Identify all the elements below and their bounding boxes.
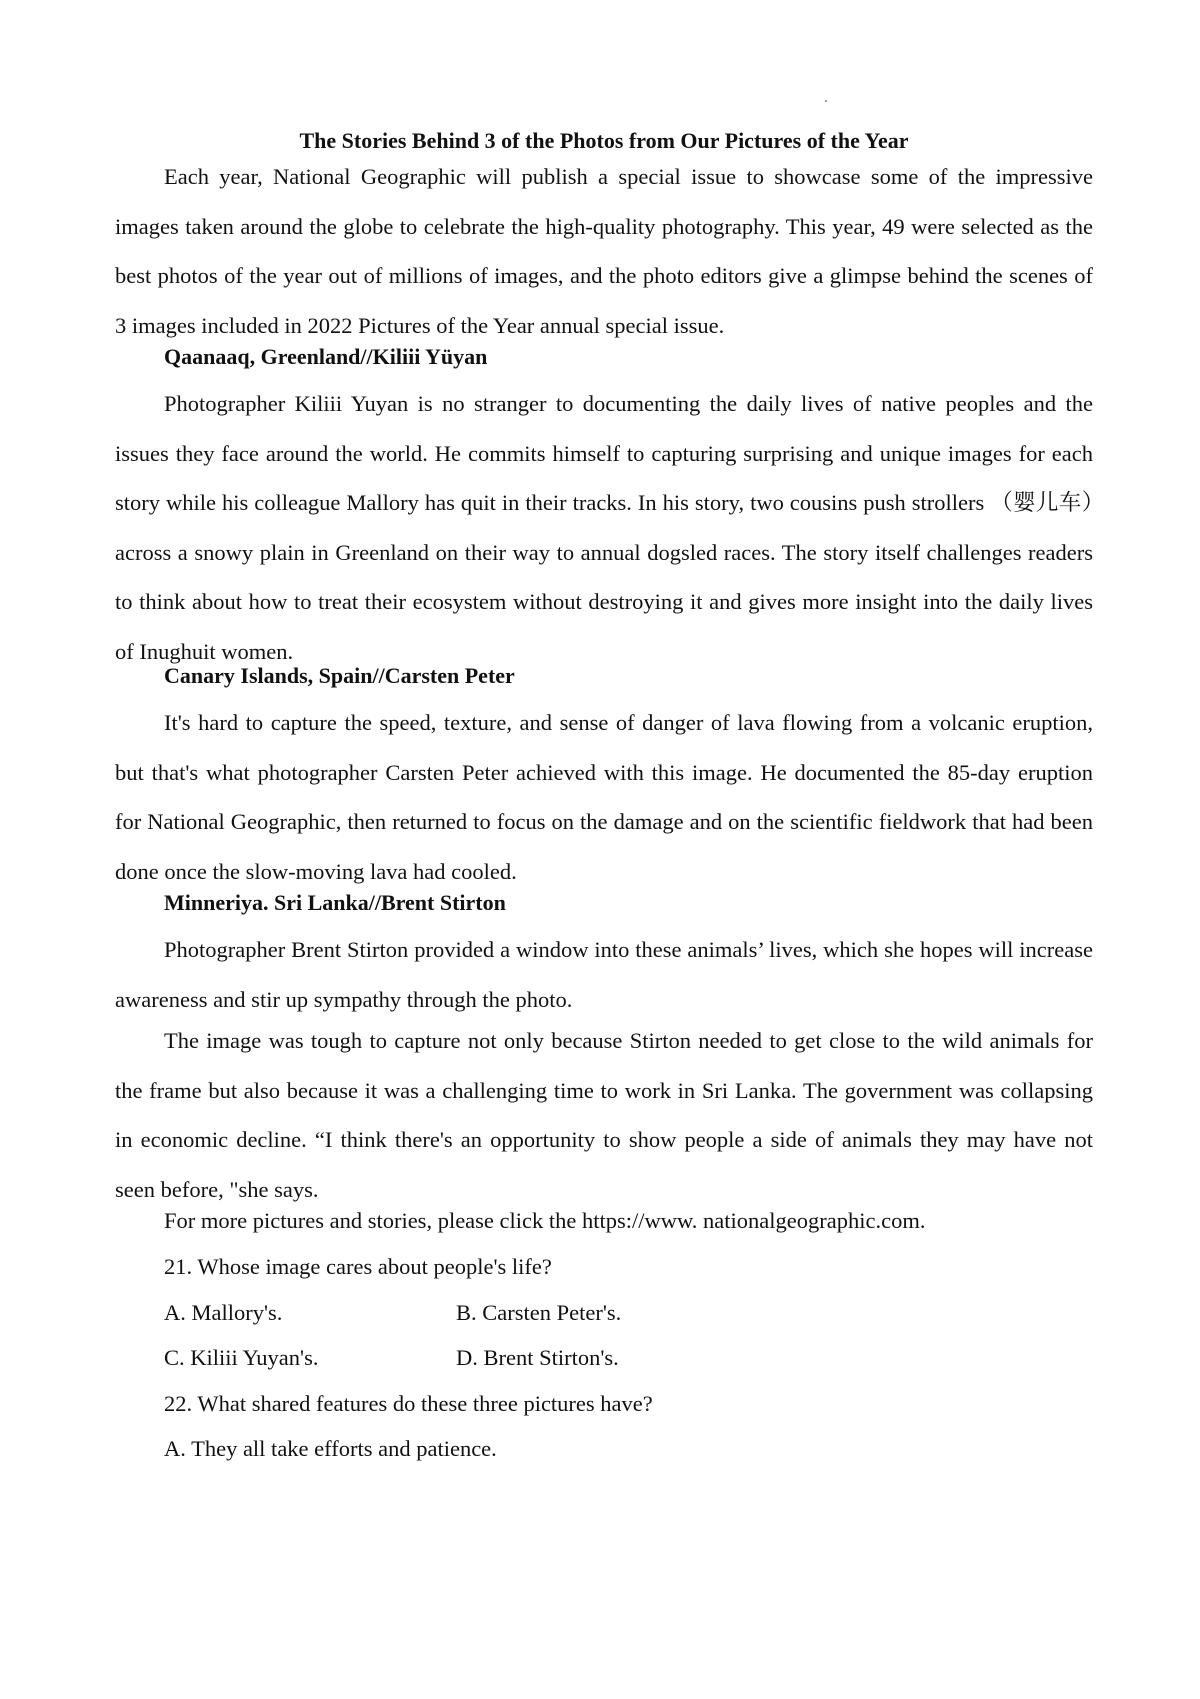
question-22-option-a: A. They all take efforts and patience. [164, 1436, 497, 1461]
section-heading-sri-lanka: Minneriya. Sri Lanka//Brent Stirton [164, 890, 506, 915]
question-21-option-b: B. Carsten Peter's. [456, 1300, 622, 1325]
section-paragraph-greenland: Photographer Kiliii Yuyan is no stranger to documenting the daily lives of native peoples and the issues they face around the world. He commits himself to capturing surprising and unique images for each story while his colleague Mallory has quit in their tracks. In his story, two cousins push strollers （婴儿车）across a snowy plain in Greenland on their way to annual dogsled races. The story itself challenges readers to think about how to treat their ecosystem without destroying it and gives more insight into the daily lives of Inughuit women. [115, 391, 1093, 664]
more-link-line: For more pictures and stories, please click the https://www. nationalgeographic.com. [164, 1208, 926, 1233]
section-paragraph-sri-lanka-2: The image was tough to capture not only because Stirton needed to get close to the wild animals for the frame but also because it was a challenging time to work in Sri Lanka. The government was collapsing in economic decline. “I think there's an opportunity to show people a side of animals they may have not seen before, "she says. [115, 1028, 1093, 1202]
section-heading-canary: Canary Islands, Spain//Carsten Peter [164, 663, 515, 688]
question-21-option-c: C. Kiliii Yuyan's. [164, 1345, 319, 1370]
section-heading-greenland: Qaanaaq, Greenland//Kiliii Yüyan [164, 344, 488, 369]
question-22-stem: 22. What shared features do these three pictures have? [164, 1391, 653, 1416]
scan-speck [825, 100, 827, 102]
passage-title: The Stories Behind 3 of the Photos from Our Pictures of the Year [299, 128, 909, 153]
question-21-option-d: D. Brent Stirton's. [456, 1345, 619, 1370]
section-paragraph-canary: It's hard to capture the speed, texture, and sense of danger of lava flowing from a volcanic eruption, but that's what photographer Carsten Peter achieved with this image. He documented the 85-day eruption for National Geographic, then returned to focus on the damage and on the scientific fieldwork that had been done once the slow-moving lava had cooled. [115, 710, 1093, 884]
question-21-option-a: A. Mallory's. [164, 1300, 283, 1325]
intro-paragraph: Each year, National Geographic will publish a special issue to showcase some of the impressive images taken around the globe to celebrate the high-quality photography. This year, 49 were selected as the best photos of the year out of millions of images, and the photo editors give a glimpse behind the scenes of 3 images included in 2022 Pictures of the Year annual special issue. [115, 164, 1093, 338]
question-21-stem: 21. Whose image cares about people's life? [164, 1254, 552, 1279]
section-paragraph-sri-lanka-1: Photographer Brent Stirton provided a window into these animals’ lives, which she hopes will increase awareness and stir up sympathy through the photo. [115, 937, 1093, 1012]
